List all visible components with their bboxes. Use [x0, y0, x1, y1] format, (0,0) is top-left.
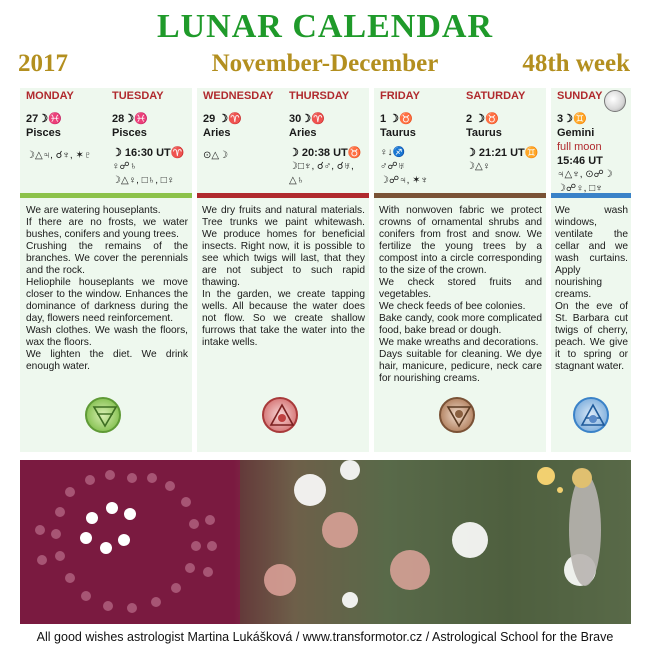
- earth2-divider: [374, 193, 546, 198]
- day-aspects: ☽☍♀, □♆: [557, 183, 603, 194]
- page-title: LUNAR CALENDAR: [156, 8, 494, 45]
- week-label: 48th week: [522, 50, 630, 77]
- full-moon-label: full moon: [557, 141, 602, 153]
- day-sign: Pisces: [26, 127, 61, 139]
- day-aspects: ☽□♆, ☌♂, ☌♅,: [289, 161, 354, 172]
- text-col3: [379, 205, 542, 385]
- day-saturday: [460, 89, 546, 174]
- moon-phase-diagram: [20, 460, 631, 624]
- day-sign: Taurus: [466, 127, 502, 139]
- day-time: ☽ 16:30 UT♈: [112, 147, 185, 159]
- day-time: ☽ 20:38 UT♉: [289, 147, 362, 159]
- day-name: WEDNESDAY: [203, 90, 274, 102]
- day-date: 29 ☽♈: [203, 113, 242, 125]
- day-sign: Aries: [203, 127, 231, 139]
- day-aspects: ♃△♆, ⊙☍☽: [557, 169, 613, 180]
- text-paragraph: We dry fruits and natural materials. Tree trunks we paint whitewash. We produce homes for beneficial insects. Right now, it is possible to see which twigs will last, that they are not subject to such rapid thawing.: [202, 205, 365, 288]
- day-date: 30☽♈: [289, 113, 325, 125]
- day-name: SUNDAY: [557, 90, 603, 102]
- day-name: MONDAY: [26, 90, 74, 102]
- day-sign: Gemini: [557, 127, 595, 139]
- day-aspects: ☽△♀: [466, 161, 491, 172]
- earth2-element-icon: [439, 397, 475, 433]
- earth-element-icon: [85, 397, 121, 433]
- text-paragraph: Days suitable for cleaning. We dye hair, manicure, pedicure, neck care for nourishing creams.: [379, 349, 542, 384]
- day-time: 15:46 UT: [557, 155, 603, 167]
- day-tuesday: [106, 89, 192, 188]
- text-paragraph: On the eve of St. Barbara cut twigs of cherry, peach. We give it to spring or stagnant water.: [555, 301, 628, 372]
- footer-credits: All good wishes astrologist Martina Lukášková / www.transformotor.cz / Astrological School for the Brave: [36, 630, 614, 644]
- day-thursday: [283, 89, 369, 188]
- air-element-icon: [573, 397, 609, 433]
- text-paragraph: Wash clothes. We wash the floors, wax the floors.: [26, 325, 188, 348]
- text-paragraph: We check stored fruits and vegetables.: [379, 277, 542, 300]
- text-paragraph: With nonwoven fabric we protect crowns of ornamental shrubs and conifers from frost and snow. We fertilize the young trees by a compost into a circle corresponding to the size of the crown.: [379, 205, 542, 276]
- day-aspects: △♄: [289, 175, 305, 186]
- day-aspects: ♀↓♐: [380, 147, 405, 158]
- day-date: 28☽♓: [112, 113, 148, 125]
- day-time: ☽ 21:21 UT♊: [466, 147, 539, 159]
- fire-element-icon: [262, 397, 298, 433]
- day-name: THURSDAY: [289, 90, 350, 102]
- day-date: 3☽♊: [557, 113, 587, 125]
- fire-divider: [197, 193, 369, 198]
- text-paragraph: We check feeds of bee colonies.: [379, 301, 526, 312]
- day-date: 27☽♓: [26, 113, 62, 125]
- day-aspects: ☽△♃, ☌♆, ✶♇: [26, 150, 92, 161]
- text-paragraph: In the garden, we create tapping wells. All because the water does not flow. So we create shallow furrows that take the water into the intake wells.: [202, 289, 365, 348]
- day-sign: Pisces: [112, 127, 147, 139]
- months-label: November-December: [211, 50, 439, 77]
- text-paragraph: Heliophile houseplants we move closer to the window. Enhances the dominance of darkness during the day, flowers need reinforcement.: [26, 277, 188, 324]
- day-aspects: ☽△♀, □♄, □♀: [112, 175, 175, 186]
- text-paragraph: We make wreaths and decorations.: [379, 337, 539, 348]
- moon-phase-photo: [20, 460, 631, 624]
- day-name: FRIDAY: [380, 90, 420, 102]
- day-aspects: ⊙△☽: [203, 150, 229, 161]
- text-paragraph: Crushing the remains of the branches. We cover the perennials and the rock.: [26, 241, 188, 276]
- text-col1: [26, 205, 188, 373]
- text-col2: [202, 205, 365, 349]
- day-friday: [374, 89, 460, 188]
- day-aspects: ☽☍♃, ✶♆: [380, 175, 429, 186]
- day-sign: Aries: [289, 127, 317, 139]
- text-paragraph: If there are no frosts, we water bushes, conifers and young trees.: [26, 217, 188, 240]
- text-col4: [555, 205, 628, 373]
- full-moon-icon: [604, 90, 626, 112]
- year-label: 2017: [18, 50, 68, 77]
- text-paragraph: We wash windows, ventilate the cellar and we wash curtains. Apply nourishing creams.: [555, 205, 628, 300]
- day-monday: [20, 89, 106, 163]
- text-paragraph: We are watering houseplants.: [26, 205, 161, 216]
- day-aspects: ♂☍♅: [380, 161, 406, 172]
- day-wednesday: [197, 89, 283, 163]
- text-paragraph: We lighten the diet. We drink enough water.: [26, 349, 188, 372]
- day-date: 1 ☽♉: [380, 113, 413, 125]
- day-aspects: ♀☍♄: [112, 161, 138, 172]
- text-paragraph: Bake candy, cook more complicated food, bake bread or dough.: [379, 313, 542, 336]
- day-name: TUESDAY: [112, 90, 164, 102]
- earth-divider: [20, 193, 192, 198]
- day-name: SATURDAY: [466, 90, 526, 102]
- day-date: 2 ☽♉: [466, 113, 499, 125]
- day-sign: Taurus: [380, 127, 416, 139]
